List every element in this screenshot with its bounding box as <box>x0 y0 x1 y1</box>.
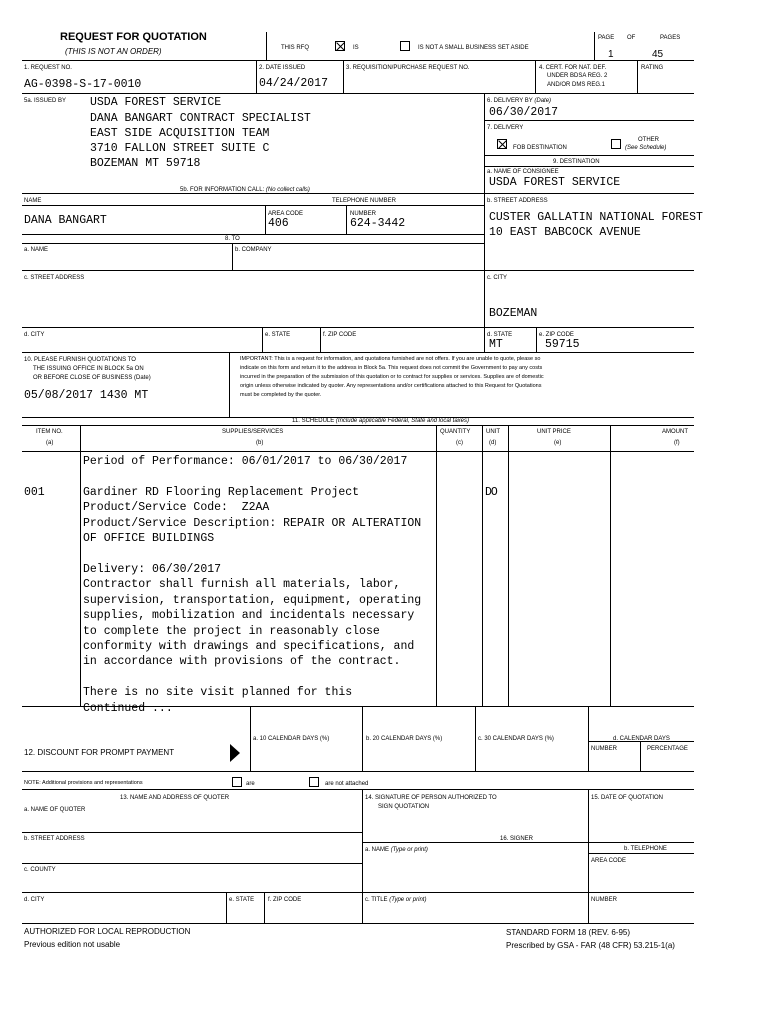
destination-label: 9. DESTINATION <box>553 159 600 165</box>
rule <box>22 93 694 94</box>
note-text: NOTE: Additional provisions and representations <box>24 780 143 786</box>
signer-area-code-label: AREA CODE <box>591 858 627 864</box>
issued-by-line: EAST SIDE ACQUISITION TEAM <box>90 127 270 140</box>
quote-due-value: 05/08/2017 1430 MT <box>24 389 149 402</box>
rule <box>22 234 484 235</box>
rule <box>22 327 694 328</box>
rule <box>22 451 694 452</box>
name-label: NAME <box>24 198 42 204</box>
delivery-by-value: 06/30/2017 <box>489 106 559 119</box>
city-value: BOZEMAN <box>489 307 538 320</box>
rule <box>22 863 362 864</box>
rule <box>229 352 230 417</box>
to-state-label: e. STATE <box>265 332 291 338</box>
rule <box>484 166 694 167</box>
rule <box>508 425 509 706</box>
state-value: MT <box>489 338 503 351</box>
col-quantity: QUANTITY <box>440 429 471 435</box>
rule <box>266 32 267 60</box>
discount-30-label: c. 30 CALENDAR DAYS (%) <box>478 736 554 742</box>
signer-name-label: a. NAME (Type or print) <box>365 847 428 853</box>
col-supplies-sub: (b) <box>256 440 264 446</box>
rule <box>484 120 694 121</box>
rule <box>637 60 638 93</box>
furnish-label-1: 10. PLEASE FURNISH QUOTATIONS TO <box>24 357 136 363</box>
quoter-zip-label: f. ZIP CODE <box>268 897 302 903</box>
rule <box>22 789 694 790</box>
other-checkbox[interactable] <box>611 139 621 149</box>
to-label: 8. TO <box>225 236 240 242</box>
arrow-right-icon <box>230 744 240 762</box>
quoter-city-label: d. CITY <box>24 897 45 903</box>
are-label: are <box>246 781 255 787</box>
are-not-checkbox[interactable] <box>309 777 319 787</box>
is-checkbox[interactable] <box>335 41 345 51</box>
requisition-label: 3. REQUISITION/PURCHASE REQUEST NO. <box>346 65 470 71</box>
consignee-value: USDA FOREST SERVICE <box>489 176 621 189</box>
rule <box>610 425 611 706</box>
to-name-label: a. NAME <box>24 247 49 253</box>
contact-name-value: DANA BANGART <box>24 214 107 227</box>
col-unit-price-sub: (e) <box>554 440 562 446</box>
rule <box>22 352 694 353</box>
fob-destination-label: FOB DESTINATION <box>513 145 567 151</box>
cert-label-3: AND/OR DMS REG.1 <box>547 82 606 88</box>
col-amount: AMOUNT <box>662 429 688 435</box>
to-company-label: b. COMPANY <box>235 247 272 253</box>
page-label: PAGE <box>598 35 615 41</box>
rule <box>588 842 589 923</box>
rule <box>484 93 485 352</box>
request-no-label: 1. REQUEST NO. <box>24 65 72 71</box>
number-label: NUMBER <box>350 211 377 217</box>
col-item-no: ITEM NO. <box>36 429 63 435</box>
quoter-label: 13. NAME AND ADDRESS OF QUOTER <box>120 795 230 801</box>
info-call-label: 5b. FOR INFORMATION CALL: (No collect calls) <box>180 187 310 193</box>
footer-right-2: Prescribed by GSA - FAR (48 CFR) 53.215-1(a) <box>506 941 675 950</box>
rule <box>22 193 694 194</box>
rule <box>232 243 233 270</box>
discount-10-label: a. 10 CALENDAR DAYS (%) <box>253 736 330 742</box>
rule <box>22 425 694 426</box>
rule <box>535 60 536 93</box>
is-label: IS <box>353 45 359 51</box>
pages-label: PAGES <box>660 35 681 41</box>
furnish-label-3: OR BEFORE CLOSE OF BUSINESS (Date) <box>33 375 151 381</box>
schedule-label: 11. SCHEDULE (Include applicable Federal, State and local taxes) <box>292 418 469 424</box>
rule <box>588 789 589 842</box>
other-note: (See Schedule) <box>625 145 667 151</box>
rule <box>588 706 589 771</box>
quoter-county-label: c. COUNTY <box>24 867 56 873</box>
rule <box>640 741 641 771</box>
fob-destination-checkbox[interactable] <box>497 139 507 149</box>
street-address-line: CUSTER GALLATIN NATIONAL FOREST <box>489 211 703 224</box>
rule <box>484 155 694 156</box>
area-code-value: 406 <box>268 217 289 230</box>
signature-label-1: 14. SIGNATURE OF PERSON AUTHORIZED TO <box>365 795 497 801</box>
issued-by-line: USDA FOREST SERVICE <box>90 96 222 109</box>
rule <box>264 892 265 923</box>
of-label: OF <box>627 35 636 41</box>
form-title: REQUEST FOR QUOTATION <box>60 31 207 43</box>
rule <box>594 32 595 60</box>
issued-by-line: BOZEMAN MT 59718 <box>90 157 201 170</box>
pages-value: 45 <box>652 49 664 60</box>
furnish-label-2: THE ISSUING OFFICE IN BLOCK 5a ON <box>33 366 144 372</box>
rule <box>475 706 476 771</box>
discount-20-label: b. 20 CALENDAR DAYS (%) <box>366 736 443 742</box>
col-amount-sub: (f) <box>674 440 680 446</box>
item-description: Gardiner RD Flooring Replacement Project Product/Service Code: Z2AA Product/Service Description: REPAIR OR ALTERATION OF OFFICE BUILDINGS Delivery: 06/30/2017 Contractor shall furnish all materials, labor, supervision, transportation, equipment, operating supplies, mobilization and incidentals necessary to complete the project in reasonably close conformity with drawings and specifications, and in accordance with provisions of the contract. There is no site visit planned for this Continued ... <box>83 486 422 715</box>
quoter-state-label: e. STATE <box>229 897 255 903</box>
important-text: incurred in the preparation of the submission of this quotation or to contract for supplies or services. Supplies are of domestic <box>240 374 544 380</box>
are-checkbox[interactable] <box>232 777 242 787</box>
rule <box>80 425 81 706</box>
rule <box>22 923 694 924</box>
col-item-no-sub: (a) <box>46 440 54 446</box>
is-not-label: IS NOT A SMALL BUSINESS SET ASIDE <box>418 45 529 51</box>
signer-label: 16. SIGNER <box>500 836 534 842</box>
consignee-label: a. NAME OF CONSIGNEE <box>487 169 559 175</box>
date-issued-label: 2. DATE ISSUED <box>259 65 306 71</box>
col-supplies: SUPPLIES/SERVICES <box>222 429 284 435</box>
rule <box>265 205 266 234</box>
rule <box>482 425 483 706</box>
discount-label: 12. DISCOUNT FOR PROMPT PAYMENT <box>24 748 175 757</box>
rule <box>226 892 227 923</box>
street-address-line: 10 EAST BABCOCK AVENUE <box>489 226 641 239</box>
phone-number-value: 624-3442 <box>350 217 406 230</box>
rule <box>320 327 321 352</box>
delivery-label: 7. DELIVERY <box>487 125 524 131</box>
col-unit-sub: (d) <box>489 440 497 446</box>
col-unit: UNIT <box>486 429 500 435</box>
rule <box>362 842 694 843</box>
issued-by-label: 5a. ISSUED BY <box>24 98 67 104</box>
delivery-by-label: 6. DELIVERY BY (Date) <box>487 98 552 104</box>
this-rfq-label: THIS RFQ <box>281 45 309 51</box>
important-text: must be completed by the quoter. <box>240 392 322 398</box>
important-text: origin unless otherwise indicated by quoter. Any representations and/or certifications attached to this Request for Quotations <box>240 383 542 389</box>
signer-title-label: c. TITLE (Type or print) <box>365 897 427 903</box>
is-not-checkbox[interactable] <box>400 41 410 51</box>
discount-number-label: NUMBER <box>591 746 618 752</box>
rating-label: RATING <box>641 65 664 71</box>
discount-days-label: d. CALENDAR DAYS <box>613 736 670 742</box>
col-unit-price: UNIT PRICE <box>537 429 571 435</box>
to-street-label: c. STREET ADDRESS <box>24 275 85 281</box>
footer-left-1: AUTHORIZED FOR LOCAL REPRODUCTION <box>24 927 191 936</box>
street-address-label: b. STREET ADDRESS <box>487 198 548 204</box>
rule <box>22 892 694 893</box>
quoter-street-label: b. STREET ADDRESS <box>24 836 85 842</box>
cert-label-2: UNDER BDSA REG. 2 <box>547 73 608 79</box>
discount-percent-label: PERCENTAGE <box>647 746 688 752</box>
rule <box>22 243 484 244</box>
form-subtitle: (THIS IS NOT AN ORDER) <box>65 47 162 56</box>
signer-number-label: NUMBER <box>591 897 618 903</box>
rule <box>22 832 362 833</box>
quoter-name-label: a. NAME OF QUOTER <box>24 807 86 813</box>
item-unit: DO <box>485 486 497 499</box>
signer-telephone-label: b. TELEPHONE <box>624 846 667 852</box>
footer-left-2: Previous edition not usable <box>24 940 121 949</box>
important-text: IMPORTANT: This is a request for information, and quotations furnished are not offers. If you are unable to quote, please so <box>240 356 541 362</box>
zip-value: 59715 <box>545 338 580 351</box>
item-number: 001 <box>24 486 45 499</box>
rule <box>22 205 484 206</box>
period-of-performance: Period of Performance: 06/01/2017 to 06/30/2017 <box>83 455 408 468</box>
city-label: c. CITY <box>487 275 508 281</box>
rule <box>22 270 694 271</box>
rule <box>256 60 257 93</box>
request-no-value: AG-0398-S-17-0010 <box>24 78 142 91</box>
rule <box>436 425 437 706</box>
to-zip-label: f. ZIP CODE <box>323 332 357 338</box>
telephone-label: TELEPHONE NUMBER <box>332 198 397 204</box>
state-label: d. STATE <box>487 332 513 338</box>
rule <box>343 60 344 93</box>
rule <box>22 60 694 61</box>
date-issued-value: 04/24/2017 <box>259 77 329 90</box>
footer-right-1: STANDARD FORM 18 (REV. 6-95) <box>506 928 631 937</box>
area-code-label: AREA CODE <box>268 211 304 217</box>
cert-label-1: 4. CERT. FOR NAT. DEF. <box>539 65 607 71</box>
to-city-label: d. CITY <box>24 332 45 338</box>
issued-by-line: DANA BANGART CONTRACT SPECIALIST <box>90 112 311 125</box>
are-not-label: are not attached <box>325 781 369 787</box>
page-value: 1 <box>608 49 614 60</box>
other-label: OTHER <box>638 137 659 143</box>
signature-label-2: SIGN QUOTATION <box>378 804 430 810</box>
rule <box>536 327 537 352</box>
col-quantity-sub: (c) <box>456 440 463 446</box>
rule <box>22 771 694 772</box>
rule <box>262 327 263 352</box>
important-text: indicate on this form and return it to the address in Block 5a. This request does not commit the Government to pay any costs <box>240 365 543 371</box>
zip-label: e. ZIP CODE <box>539 332 574 338</box>
rule <box>588 853 694 854</box>
rule <box>346 205 347 234</box>
quote-date-label: 15. DATE OF QUOTATION <box>591 795 664 801</box>
issued-by-line: 3710 FALLON STREET SUITE C <box>90 142 270 155</box>
rule <box>362 789 363 923</box>
